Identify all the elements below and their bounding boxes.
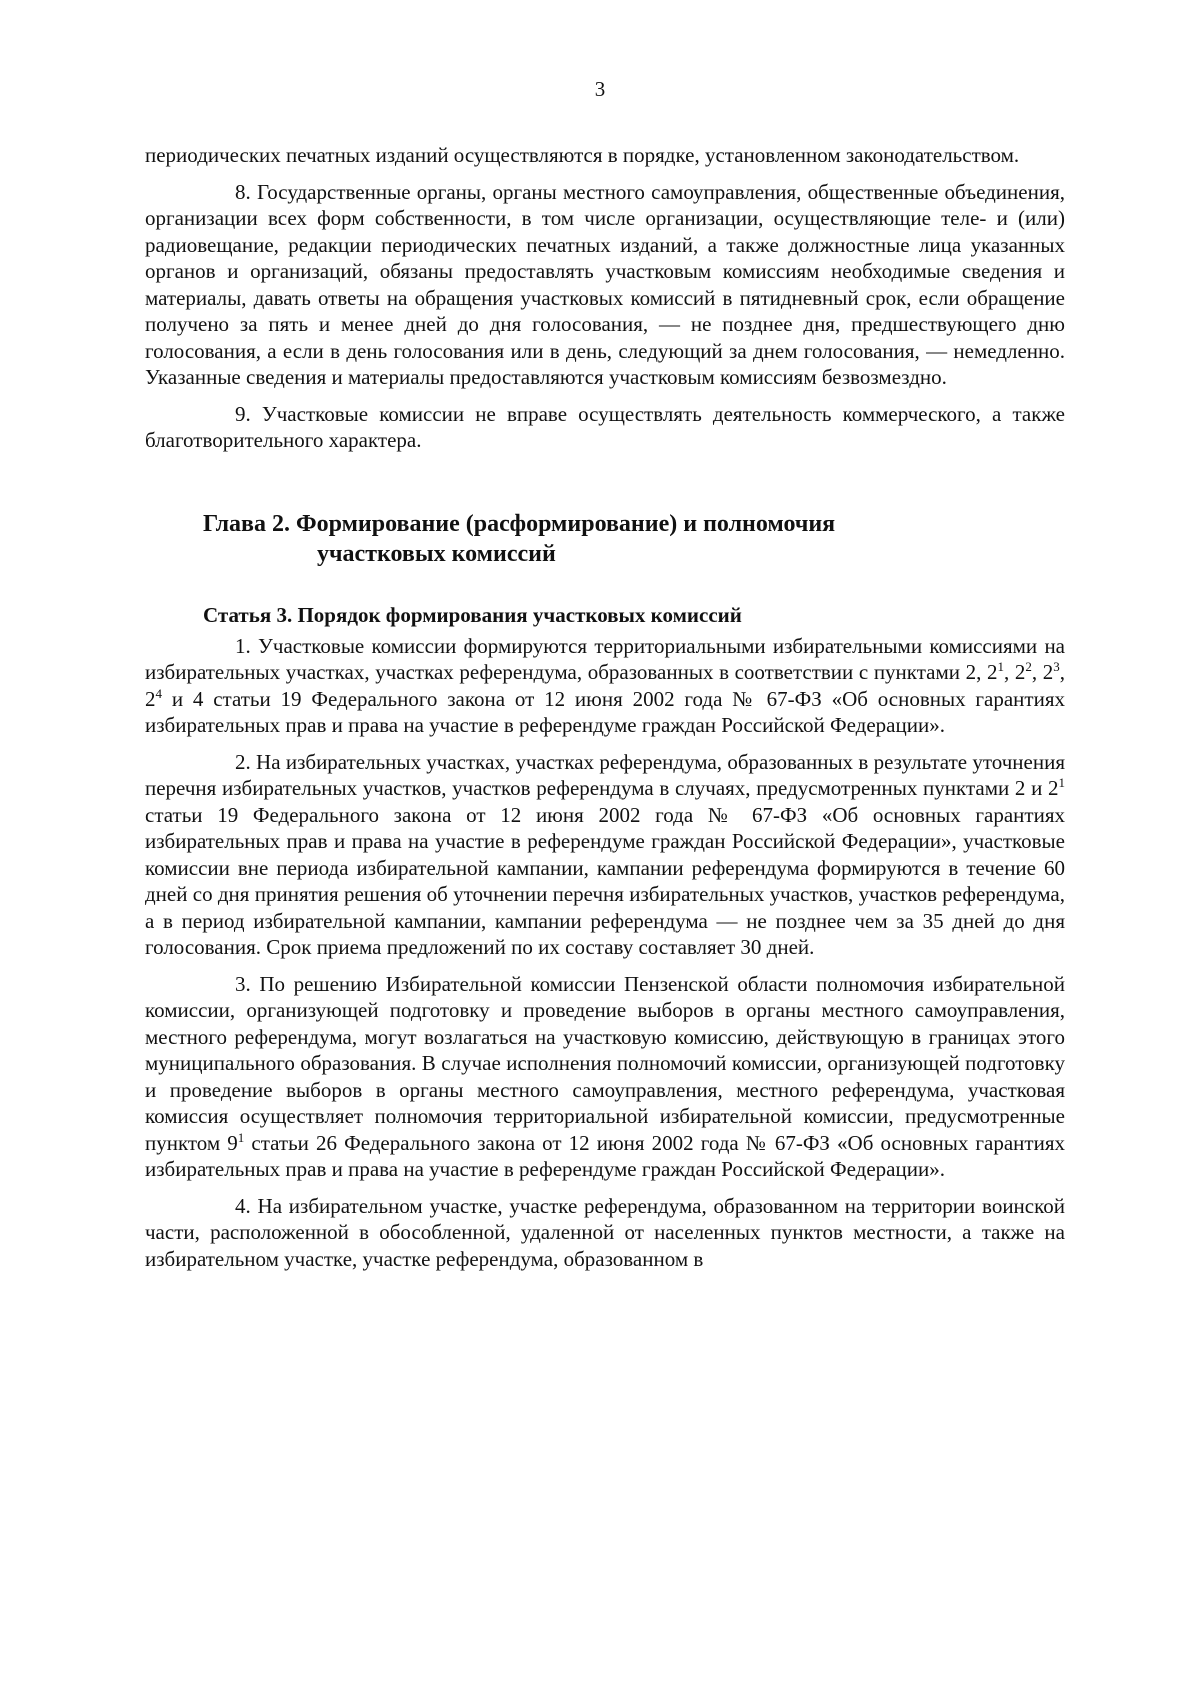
chapter-heading-line-1: Глава 2. Формирование (расформирование) и полномочия bbox=[203, 510, 836, 537]
paragraph-8: 8. Государственные органы, органы местного самоуправления, общественные объединения, организации всех форм собственности, в том числе организации, осуществляющие теле- и (или) радиовещание, редакции периодических печатных изданий, а также должностные лица указанных органов и организаций, обязаны предоставлять участковым комиссиям необходимые сведения и материалы, давать ответы на обращения участковых комиссий в пятидневный срок, если обращение получено за пять и менее дней до дня голосования, — не позднее дня, предшествующего дню голосования, а если в день голосования или в день, следующий за днем голосования, — немедленно. Указанные сведения и материалы предоставляются участковым комиссиям безвозмездно. bbox=[145, 179, 1065, 389]
superscript: 3 bbox=[1053, 659, 1060, 674]
article-heading: Статья 3. Порядок формирования участковых комиссий bbox=[203, 602, 742, 627]
article-paragraph-2 bbox=[145, 749, 1065, 961]
text-segment: 2. На избирательных участках, участках референдума, образованных в результате уточнения перечня избирательных участков, участков референдума в случаях, предусмотренных пунктами 2 и 2 bbox=[145, 749, 1065, 800]
article-paragraph-4: 4. На избирательном участке, участке референдума, образованном на территории воинской части, расположенной в обособленной, удаленной от населенных пунктов местности, а также на избирательном участке, участке референдума, образованном в bbox=[145, 1193, 1065, 1271]
paragraph-9: 9. Участковые комиссии не вправе осуществлять деятельность коммерческого, а также благотворительного характера. bbox=[145, 401, 1065, 452]
chapter-heading bbox=[145, 509, 1065, 569]
superscript: 4 bbox=[155, 685, 162, 701]
text-segment: статьи 26 Федерального закона от 12 июня 2002 года № 67-ФЗ «Об основных гарантиях избирательных прав и права на участие в референдуме граждан Российской Федерации». bbox=[145, 1130, 1065, 1181]
article-paragraph-3 bbox=[145, 971, 1065, 1183]
chapter-heading-line-2: участковых комиссий bbox=[317, 540, 556, 567]
text-segment: , 2 bbox=[1004, 660, 1026, 684]
text-segment: 3. По решению Избирательной комиссии Пензенской области полномочия избирательной комиссии, организующей подготовку и проведение выборов в органы местного самоуправления, местного референдума, могут возлагаться на участковую комиссию, действующую в границах этого муниципального образования. В случае исполнения полномочий комиссии, организующей подготовку и проведение выборов в органы местного самоуправления, местного референдума, участковая комиссия осуществляет полномочия территориальной избирательной комиссии, предусмотренные пунктом 9 bbox=[145, 971, 1065, 1155]
page-content bbox=[145, 142, 1065, 1272]
text-segment: статьи 19 Федерального закона от 12 июня 2002 года № 67-ФЗ «Об основных гарантиях избирательных прав и права на участие в референдуме граждан Российской Федерации», участковые комиссии вне периода избирательной кампании, кампании референдума формируются в течение 60 дней со дня принятия решения об уточнении перечня избирательных участков, участков референдума, а в период избирательной кампании, кампании референдума — не позднее чем за 35 дней до дня голосования. Срок приема предложений по их составу составляет 30 дней. bbox=[145, 802, 1065, 959]
superscript: 1 bbox=[1058, 775, 1065, 790]
page-number: 3 bbox=[594, 77, 606, 101]
article-paragraph-1 bbox=[145, 633, 1065, 739]
superscript: 2 bbox=[1025, 659, 1032, 674]
text-segment: 1. Участковые комиссии формируются территориальными избирательными комиссиями на избирательных участках, участках референдума, образованных в соответствии с пунктами 2, 2 bbox=[145, 633, 1065, 684]
text-segment: и 4 статьи 19 Федерального закона от 12 июня 2002 года № 67-ФЗ «Об основных гарантиях избирательных прав и права на участие в референдуме граждан Российской Федерации». bbox=[145, 686, 1065, 737]
paragraph-continuation: периодических печатных изданий осуществляются в порядке, установленном законодательством. bbox=[145, 143, 1020, 167]
superscript: 1 bbox=[997, 659, 1004, 674]
text-segment: , 2 bbox=[145, 660, 1065, 711]
superscript: 1 bbox=[237, 1129, 245, 1145]
text-segment: , 2 bbox=[1031, 660, 1054, 684]
